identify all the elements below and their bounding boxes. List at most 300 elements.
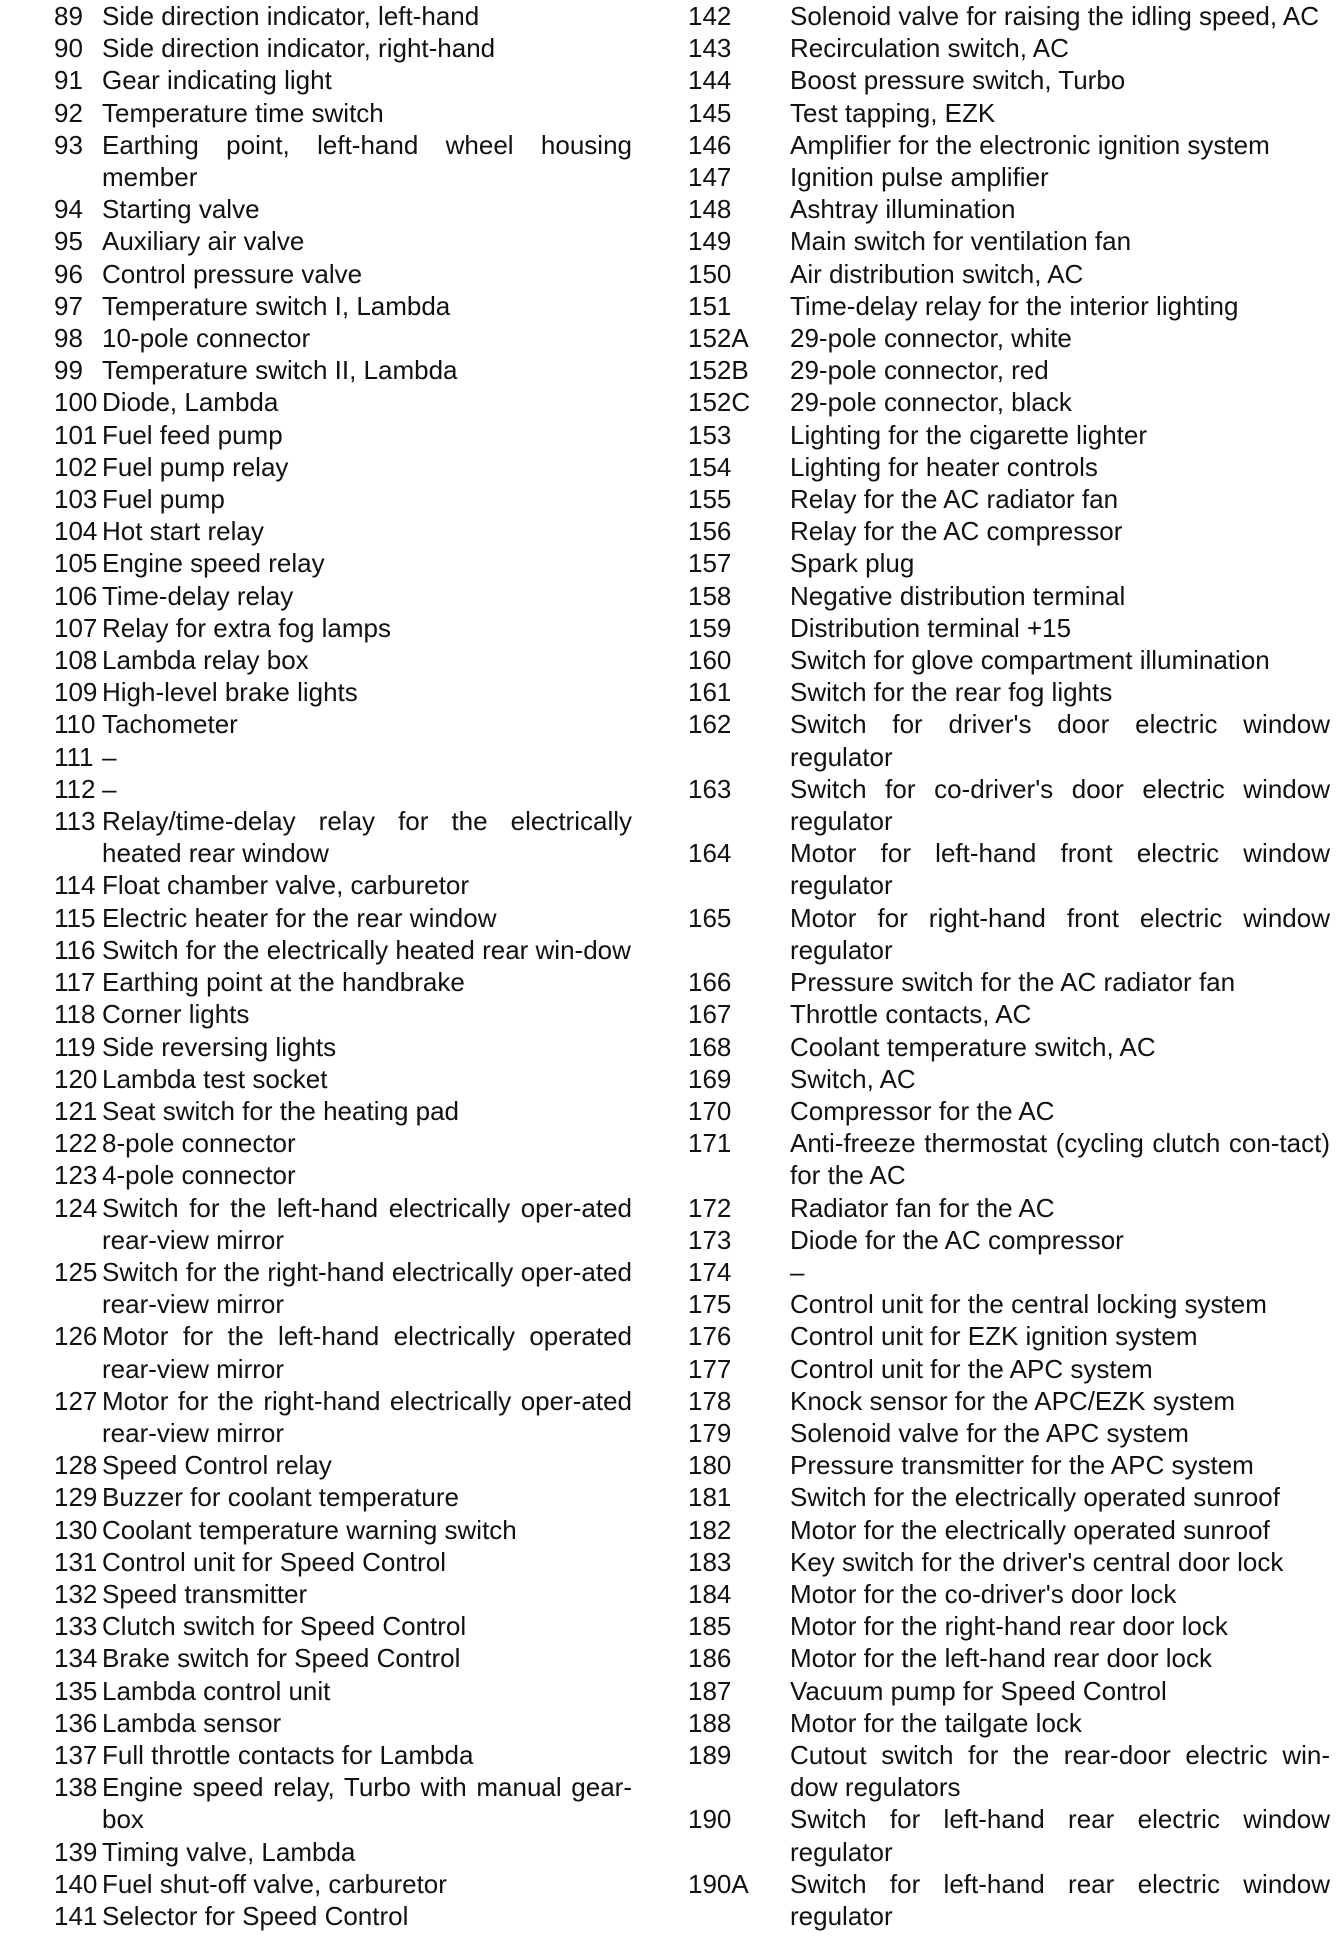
item-number-text: 94	[54, 194, 83, 225]
item-description: Motor for left-hand front electric window regulator	[790, 838, 1330, 901]
item-number	[688, 290, 790, 322]
item-description: Anti-freeze thermostat (cycling clutch con-tact) for the AC	[790, 1128, 1330, 1191]
list-item	[0, 322, 640, 354]
item-description: Electric heater for the rear window	[102, 902, 497, 933]
list-item	[0, 97, 640, 129]
item-description: Lambda test socket	[102, 1063, 328, 1094]
list-item	[0, 1707, 640, 1739]
list-item	[688, 161, 1338, 193]
list-item	[0, 998, 640, 1030]
item-description: Tachometer	[102, 709, 238, 740]
list-item	[0, 676, 640, 708]
list-item	[0, 934, 640, 966]
item-number	[0, 1159, 102, 1191]
item-number-text: 93	[54, 129, 83, 160]
item-number-text: 134	[54, 1643, 98, 1674]
list-item	[688, 419, 1338, 451]
item-number	[688, 773, 790, 805]
item-description: Motor for the right-hand electrically oper-ated rear-view mirror	[102, 1385, 632, 1448]
item-description: Radiator fan for the AC	[790, 1192, 1055, 1223]
item-number-text: 109	[54, 677, 98, 708]
item-description: Boost pressure switch, Turbo	[790, 65, 1126, 96]
item-number-text: 171	[688, 1128, 732, 1159]
item-description: Negative distribution terminal	[790, 580, 1126, 611]
item-number-text: 152C	[688, 387, 751, 418]
item-number	[0, 547, 102, 579]
item-number-text: 136	[54, 1707, 98, 1738]
right-column	[688, 0, 1338, 1932]
item-number-text: 145	[688, 97, 732, 128]
item-description: Switch for the left-hand electrically oper-ated rear-view mirror	[102, 1192, 632, 1255]
item-number-text: 169	[688, 1063, 732, 1094]
item-number	[0, 966, 102, 998]
item-number-text: 186	[688, 1643, 732, 1674]
item-number-text: 187	[688, 1675, 732, 1706]
item-number	[688, 1803, 790, 1835]
item-description: Switch for the right-hand electrically oper-ated rear-view mirror	[102, 1256, 632, 1320]
item-number	[688, 612, 790, 644]
list-item	[688, 1481, 1338, 1513]
item-description: High-level brake lights	[102, 677, 358, 708]
list-item	[688, 1320, 1338, 1352]
list-item	[688, 612, 1338, 644]
item-number-text: 92	[54, 97, 83, 128]
item-number-text: 175	[688, 1289, 732, 1320]
item-description: 10-pole connector	[102, 323, 311, 354]
item-number-text: 117	[54, 967, 96, 998]
item-number-text: 110	[54, 709, 96, 740]
item-description: Engine speed relay	[102, 548, 325, 579]
list-item	[688, 998, 1338, 1030]
list-item	[0, 290, 640, 322]
item-number	[0, 1610, 102, 1642]
item-number-text: 170	[688, 1095, 732, 1126]
list-item	[688, 193, 1338, 225]
item-number	[688, 322, 790, 354]
item-description: Motor for the left-hand electrically operated rear-view mirror	[102, 1321, 632, 1384]
item-number	[688, 483, 790, 515]
item-number	[688, 998, 790, 1030]
item-description: Lambda relay box	[102, 645, 309, 676]
item-description: Relay for the AC radiator fan	[790, 484, 1119, 515]
item-number-text: 131	[54, 1546, 98, 1577]
item-number-text: 177	[688, 1353, 732, 1384]
item-number	[0, 1385, 102, 1417]
list-item	[688, 837, 1338, 901]
list-item	[0, 1546, 640, 1578]
list-item	[0, 1256, 640, 1320]
item-number	[688, 1385, 790, 1417]
item-description: Compressor for the AC	[790, 1095, 1055, 1126]
item-description: Switch for co-driver's door electric window regulator	[790, 773, 1330, 837]
list-item	[0, 0, 640, 32]
item-number	[688, 1739, 790, 1771]
item-number	[0, 902, 102, 934]
item-description: Fuel shut-off valve, carburetor	[102, 1868, 447, 1899]
list-item	[0, 1449, 640, 1481]
list-item	[688, 1095, 1338, 1127]
item-number-text: 120	[54, 1063, 98, 1094]
item-description: –	[102, 773, 117, 804]
item-description: Hot start relay	[102, 516, 264, 547]
item-description: Vacuum pump for Speed Control	[790, 1675, 1167, 1706]
list-item	[688, 483, 1338, 515]
item-number-text: 121	[54, 1095, 98, 1126]
list-item	[0, 708, 640, 740]
item-number-text: 185	[688, 1611, 732, 1642]
item-description: Cutout switch for the rear-door electric win-dow regulators	[790, 1739, 1330, 1803]
item-description: Switch for left-hand rear electric window regulator	[790, 1868, 1330, 1931]
list-item	[0, 1031, 640, 1063]
item-description: Spark plug	[790, 548, 915, 579]
item-description: Side direction indicator, right-hand	[102, 33, 496, 64]
item-number-text: 133	[54, 1611, 98, 1642]
item-number	[0, 1031, 102, 1063]
item-number	[0, 1707, 102, 1739]
item-number-text: 161	[688, 677, 732, 708]
list-item	[688, 644, 1338, 676]
item-description: Lambda sensor	[102, 1707, 282, 1738]
item-number	[0, 258, 102, 290]
item-number	[688, 1095, 790, 1127]
list-item	[0, 419, 640, 451]
list-item	[0, 193, 640, 225]
item-description: Selector for Speed Control	[102, 1900, 409, 1931]
item-description: Motor for the left-hand rear door lock	[790, 1643, 1212, 1674]
item-number-text: 106	[54, 580, 98, 611]
list-item	[0, 129, 640, 193]
list-item	[0, 1642, 640, 1674]
list-item	[688, 1803, 1338, 1867]
list-item	[0, 1159, 640, 1191]
item-number	[688, 419, 790, 451]
item-description: Timing valve, Lambda	[102, 1836, 356, 1867]
item-number-text: 163	[688, 773, 732, 804]
list-item	[0, 966, 640, 998]
item-number	[0, 32, 102, 64]
item-number-text: 114	[54, 870, 96, 901]
item-number	[688, 1449, 790, 1481]
item-description: Switch for the rear fog lights	[790, 677, 1113, 708]
item-number-text: 190A	[688, 1868, 749, 1899]
item-description: Air distribution switch, AC	[790, 258, 1084, 289]
list-item	[0, 515, 640, 547]
item-number-text: 176	[688, 1321, 732, 1352]
item-description: Temperature switch II, Lambda	[102, 355, 458, 386]
list-item	[688, 1739, 1338, 1803]
list-item	[0, 869, 640, 901]
item-description: Auxiliary air valve	[102, 226, 305, 257]
item-number-text: 156	[688, 516, 732, 547]
item-description: Temperature switch I, Lambda	[102, 290, 451, 321]
item-description: –	[102, 741, 117, 772]
item-number	[0, 1481, 102, 1513]
item-description: Control unit for the central locking system	[790, 1289, 1267, 1320]
item-description: Recirculation switch, AC	[790, 33, 1069, 64]
item-number-text: 135	[54, 1675, 98, 1706]
item-number-text: 189	[688, 1739, 732, 1770]
item-number-text: 184	[688, 1578, 732, 1609]
item-description: Amplifier for the electronic ignition system	[790, 129, 1270, 160]
list-item	[688, 1546, 1338, 1578]
item-number-text: 97	[54, 290, 83, 321]
list-item	[688, 386, 1338, 418]
item-number-text: 102	[54, 451, 98, 482]
list-item	[688, 64, 1338, 96]
item-number	[688, 193, 790, 225]
list-item	[688, 1449, 1338, 1481]
item-number-text: 147	[688, 162, 732, 193]
item-number	[688, 1031, 790, 1063]
item-number	[0, 193, 102, 225]
item-number	[688, 32, 790, 64]
item-description: Key switch for the driver's central door lock	[790, 1546, 1284, 1577]
item-number	[688, 708, 790, 740]
list-item	[0, 1385, 640, 1449]
item-description: Earthing point at the handbrake	[102, 967, 465, 998]
item-number	[0, 1675, 102, 1707]
item-description: Switch for driver's door electric window regulator	[790, 709, 1330, 772]
item-number	[0, 998, 102, 1030]
item-number-text: 190	[688, 1804, 732, 1835]
list-item	[0, 451, 640, 483]
item-number	[688, 129, 790, 161]
list-item	[688, 258, 1338, 290]
item-number	[688, 1514, 790, 1546]
item-number	[0, 386, 102, 418]
item-number	[0, 354, 102, 386]
item-description: Motor for right-hand front electric window regulator	[790, 902, 1330, 965]
list-item	[0, 741, 640, 773]
item-number-text: 146	[688, 129, 732, 160]
item-description: Solenoid valve for raising the idling speed, AC	[790, 1, 1319, 31]
list-item	[0, 1320, 640, 1384]
item-description: Time-delay relay	[102, 580, 294, 611]
item-number-text: 172	[688, 1192, 732, 1223]
item-number-text: 157	[688, 548, 732, 579]
item-number-text: 98	[54, 323, 83, 354]
item-number	[688, 1320, 790, 1352]
item-number-text: 107	[54, 612, 98, 643]
item-number-text: 168	[688, 1031, 732, 1062]
list-item	[688, 966, 1338, 998]
item-description: Gear indicating light	[102, 65, 332, 96]
item-number-text: 125	[54, 1256, 98, 1287]
item-number-text: 112	[54, 773, 96, 804]
list-item	[688, 773, 1338, 837]
item-number-text: 138	[54, 1772, 98, 1803]
item-number	[0, 1449, 102, 1481]
item-number-text: 148	[688, 194, 732, 225]
item-number	[0, 1256, 102, 1288]
item-number-text: 181	[688, 1482, 732, 1513]
list-item	[688, 1031, 1338, 1063]
item-number-text: 162	[688, 709, 732, 740]
list-item	[688, 902, 1338, 966]
item-description: Speed transmitter	[102, 1578, 308, 1609]
list-item	[688, 290, 1338, 322]
list-item	[688, 1868, 1338, 1932]
item-number-text: 105	[54, 548, 98, 579]
item-number-text: 164	[688, 838, 732, 869]
item-description: Motor for the co-driver's door lock	[790, 1578, 1177, 1609]
list-item	[0, 1481, 640, 1513]
item-number	[688, 1578, 790, 1610]
list-item	[688, 1288, 1338, 1320]
item-number-text: 179	[688, 1417, 732, 1448]
item-number	[688, 1868, 790, 1900]
item-number	[688, 837, 790, 869]
item-number	[688, 64, 790, 96]
item-number-text: 124	[54, 1192, 98, 1223]
list-item	[0, 1578, 640, 1610]
list-item	[688, 547, 1338, 579]
item-number	[0, 1900, 102, 1932]
item-number	[688, 225, 790, 257]
item-number	[0, 741, 102, 773]
list-item	[0, 580, 640, 612]
item-description: Fuel feed pump	[102, 419, 283, 450]
list-item	[0, 902, 640, 934]
item-number	[688, 1192, 790, 1224]
item-number-text: 91	[54, 65, 83, 96]
item-number	[688, 386, 790, 418]
list-item	[0, 1514, 640, 1546]
item-number-text: 182	[688, 1514, 732, 1545]
list-item	[688, 1385, 1338, 1417]
item-number	[0, 129, 102, 161]
item-description: Knock sensor for the APC/EZK system	[790, 1385, 1236, 1416]
list-item	[688, 1127, 1338, 1191]
item-number-text: 140	[54, 1868, 98, 1899]
list-item	[688, 1707, 1338, 1739]
item-description: Diode, Lambda	[102, 387, 279, 418]
item-description: Buzzer for coolant temperature	[102, 1482, 459, 1513]
item-number	[0, 644, 102, 676]
item-number	[0, 676, 102, 708]
item-description: Diode for the AC compressor	[790, 1224, 1124, 1255]
item-description: Switch for the electrically heated rear win-dow	[102, 934, 631, 965]
list-item	[0, 1095, 640, 1127]
list-item	[0, 1063, 640, 1095]
item-number-text: 101	[54, 419, 98, 450]
list-item	[0, 386, 640, 418]
list-item	[688, 580, 1338, 612]
list-item	[0, 258, 640, 290]
list-item	[688, 676, 1338, 708]
item-number	[0, 934, 102, 966]
list-item	[0, 1900, 640, 1932]
list-item	[688, 1675, 1338, 1707]
list-item	[688, 322, 1338, 354]
item-number-text: 95	[54, 226, 83, 257]
list-item	[688, 97, 1338, 129]
item-description: Motor for the right-hand rear door lock	[790, 1611, 1228, 1642]
item-number	[688, 902, 790, 934]
item-number-text: 143	[688, 33, 732, 64]
item-description: 29-pole connector, white	[790, 323, 1072, 354]
list-item	[688, 1353, 1338, 1385]
list-item	[688, 129, 1338, 161]
item-number-text: 128	[54, 1450, 98, 1481]
list-item	[0, 1675, 640, 1707]
item-number	[688, 1063, 790, 1095]
item-number	[0, 1739, 102, 1771]
list-item	[688, 708, 1338, 772]
item-description: Seat switch for the heating pad	[102, 1095, 460, 1126]
list-item	[688, 1578, 1338, 1610]
item-number	[0, 1063, 102, 1095]
item-description: Switch for the electrically operated sunroof	[790, 1482, 1280, 1513]
item-description: Main switch for ventilation fan	[790, 226, 1132, 257]
item-description: Switch for left-hand rear electric window regulator	[790, 1804, 1330, 1867]
item-description: Solenoid valve for the APC system	[790, 1417, 1189, 1448]
item-number-text: 90	[54, 33, 83, 64]
list-item	[688, 1514, 1338, 1546]
item-number	[688, 966, 790, 998]
item-description: Side reversing lights	[102, 1031, 337, 1062]
item-number-text: 103	[54, 484, 98, 515]
item-number-text: 113	[54, 806, 96, 837]
list-item	[0, 644, 640, 676]
list-item	[688, 1642, 1338, 1674]
list-item	[0, 612, 640, 644]
item-number-text: 127	[54, 1385, 98, 1416]
list-item	[688, 0, 1338, 32]
item-number-text: 152B	[688, 355, 749, 386]
item-description: Throttle contacts, AC	[790, 999, 1032, 1030]
item-number	[688, 161, 790, 193]
item-number-text: 160	[688, 645, 732, 676]
item-description: Relay for the AC compressor	[790, 516, 1123, 547]
item-description: Side direction indicator, left-hand	[102, 1, 480, 31]
item-description: Time-delay relay for the interior lighting	[790, 290, 1239, 321]
item-number-text: 154	[688, 451, 732, 482]
item-number-text: 119	[54, 1031, 96, 1062]
item-number-text: 165	[688, 902, 732, 933]
item-number-text: 153	[688, 419, 732, 450]
list-item	[0, 354, 640, 386]
list-item	[688, 1224, 1338, 1256]
item-description: Relay/time-delay relay for the electrically heated rear window	[102, 806, 632, 869]
item-number	[688, 1610, 790, 1642]
item-number-text: 100	[54, 387, 98, 418]
item-number	[688, 451, 790, 483]
list-item	[688, 1063, 1338, 1095]
item-description: Switch, AC	[790, 1063, 916, 1094]
item-number-text: 123	[54, 1160, 98, 1191]
list-item	[688, 515, 1338, 547]
item-number-text: 159	[688, 612, 732, 643]
list-item	[0, 547, 640, 579]
item-number-text: 115	[54, 902, 96, 933]
list-item	[0, 1192, 640, 1256]
item-number-text: 158	[688, 580, 732, 611]
item-number	[0, 1578, 102, 1610]
item-number-text: 99	[54, 355, 83, 386]
item-number	[0, 612, 102, 644]
item-description: Speed Control relay	[102, 1450, 332, 1481]
item-number	[688, 1707, 790, 1739]
item-description: Switch for glove compartment illumination	[790, 645, 1270, 676]
item-number-text: 188	[688, 1707, 732, 1738]
item-number	[688, 1675, 790, 1707]
list-item	[688, 1192, 1338, 1224]
item-number-text: 151	[688, 290, 732, 321]
item-description: Motor for the tailgate lock	[790, 1707, 1082, 1738]
list-item	[0, 805, 640, 869]
item-number	[688, 1546, 790, 1578]
